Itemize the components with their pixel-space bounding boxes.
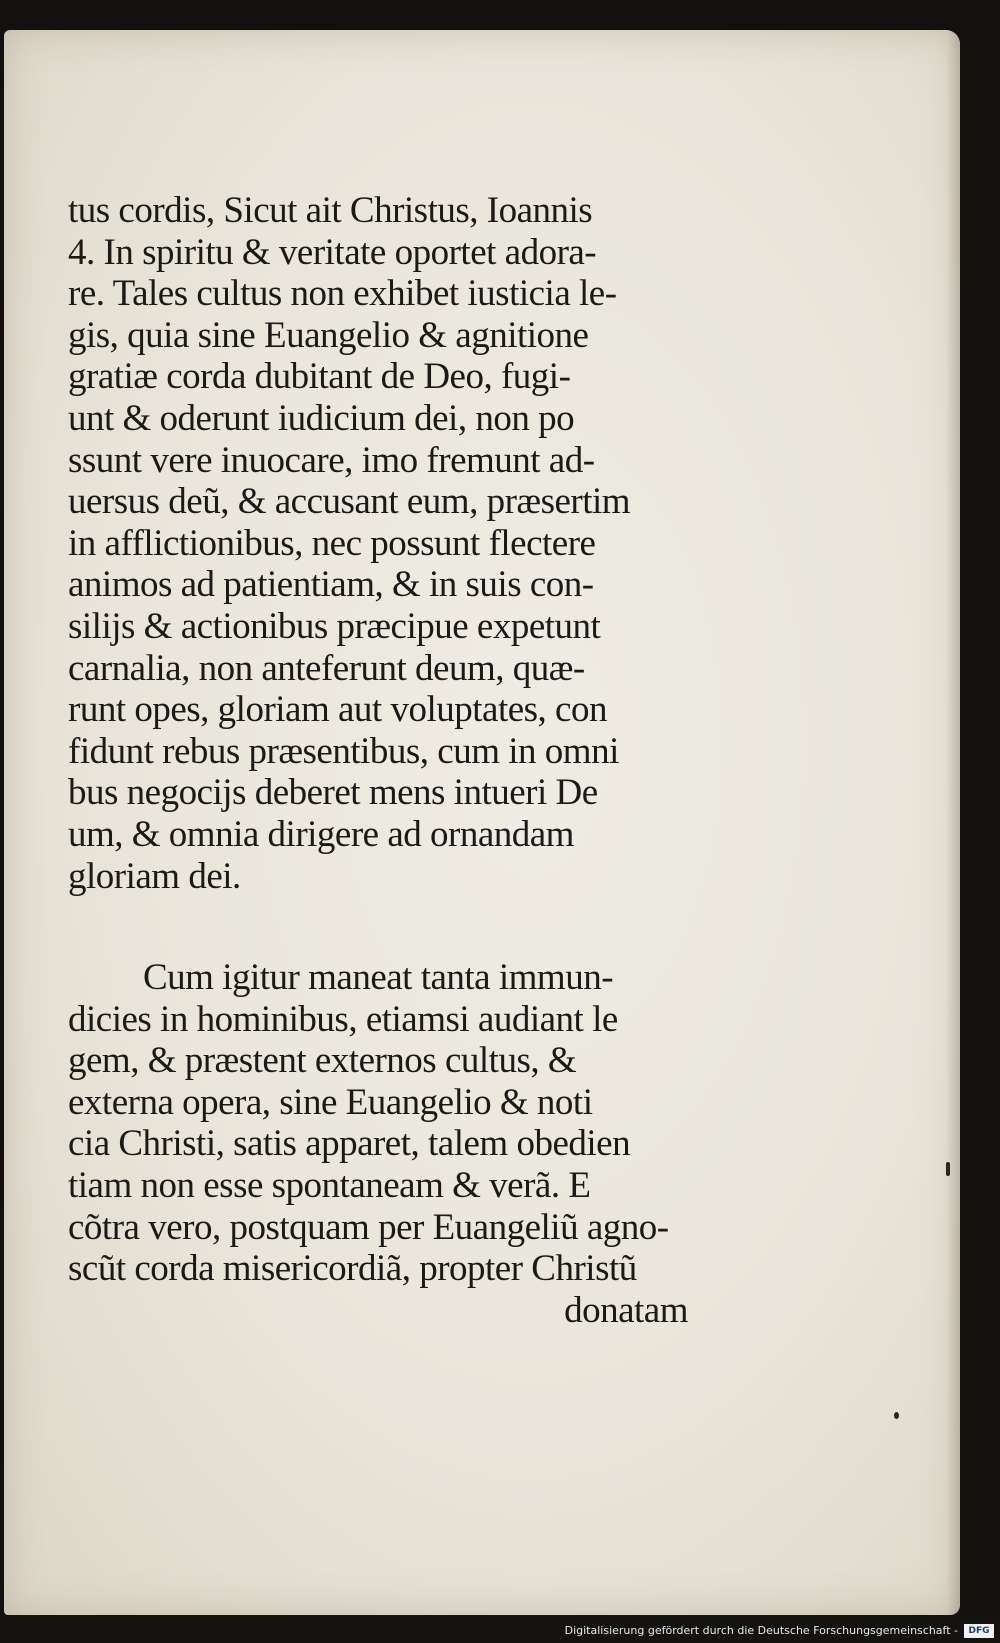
ink-speck — [894, 1412, 899, 1419]
text-line: fidunt rebus præsentibus, cum in omni — [68, 730, 619, 772]
text-line: tiam non esse spontaneam & verã. E — [68, 1165, 591, 1207]
page-text — [68, 190, 698, 1331]
dfg-logo: DFG — [964, 1624, 994, 1638]
text-line: cia Christi, satis apparet, talem obedien — [68, 1123, 631, 1165]
text-line: animos ad patientiam, & in suis con- — [68, 564, 594, 606]
page-edge-shadow — [946, 30, 960, 1615]
text-line: silijs & actionibus præcipue expetunt — [68, 605, 601, 647]
text-line: 4. In spiritu & veritate oportet adora- — [68, 231, 597, 273]
text-line: gem, & præstent externos cultus, & — [68, 1040, 577, 1082]
text-line: uersus deũ, & accusant eum, præsertim — [68, 481, 631, 523]
text-line: gloriam dei. — [68, 855, 241, 897]
text-line: um, & omnia dirigere ad ornandam — [68, 813, 574, 855]
text-line: gis, quia sine Euangelio & agnitione — [68, 314, 589, 356]
text-line: dicies in hominibus, etiamsi audiant le — [68, 998, 618, 1040]
digitization-credit: Digitalisierung gefördert durch die Deutsche Forschungsgemeinschaft - — [564, 1624, 958, 1637]
text-line: externa opera, sine Euangelio & noti — [68, 1081, 593, 1123]
text-line: bus negocijs deberet mens intueri De — [68, 772, 598, 814]
paragraph-gap — [68, 897, 698, 957]
text-line: tus cordis, Sicut ait Christus, Ioannis — [68, 190, 593, 231]
text-line: cõtra vero, postquam per Euangeliũ agno- — [68, 1206, 669, 1248]
text-line: re. Tales cultus non exhibet iusticia le- — [68, 273, 617, 315]
text-line: gratiæ corda dubitant de Deo, fugi- — [68, 356, 571, 398]
book-page — [4, 30, 960, 1615]
text-line: scũt corda misericordiã, propter Christũ — [68, 1248, 637, 1290]
text-line: ssunt vere inuocare, imo fremunt ad- — [68, 439, 595, 481]
text-line: in afflictionibus, nec possunt flectere — [68, 522, 596, 564]
catchword: donatam — [564, 1289, 688, 1331]
ink-speck — [946, 1162, 950, 1176]
text-line: runt opes, gloriam aut voluptates, con — [68, 689, 607, 731]
text-line: carnalia, non anteferunt deum, quæ- — [68, 647, 585, 689]
text-line: unt & oderunt iudicium dei, non po — [68, 397, 575, 439]
text-line: Cum igitur maneat tanta immun- — [143, 957, 614, 999]
footer-bar — [0, 1615, 1000, 1643]
